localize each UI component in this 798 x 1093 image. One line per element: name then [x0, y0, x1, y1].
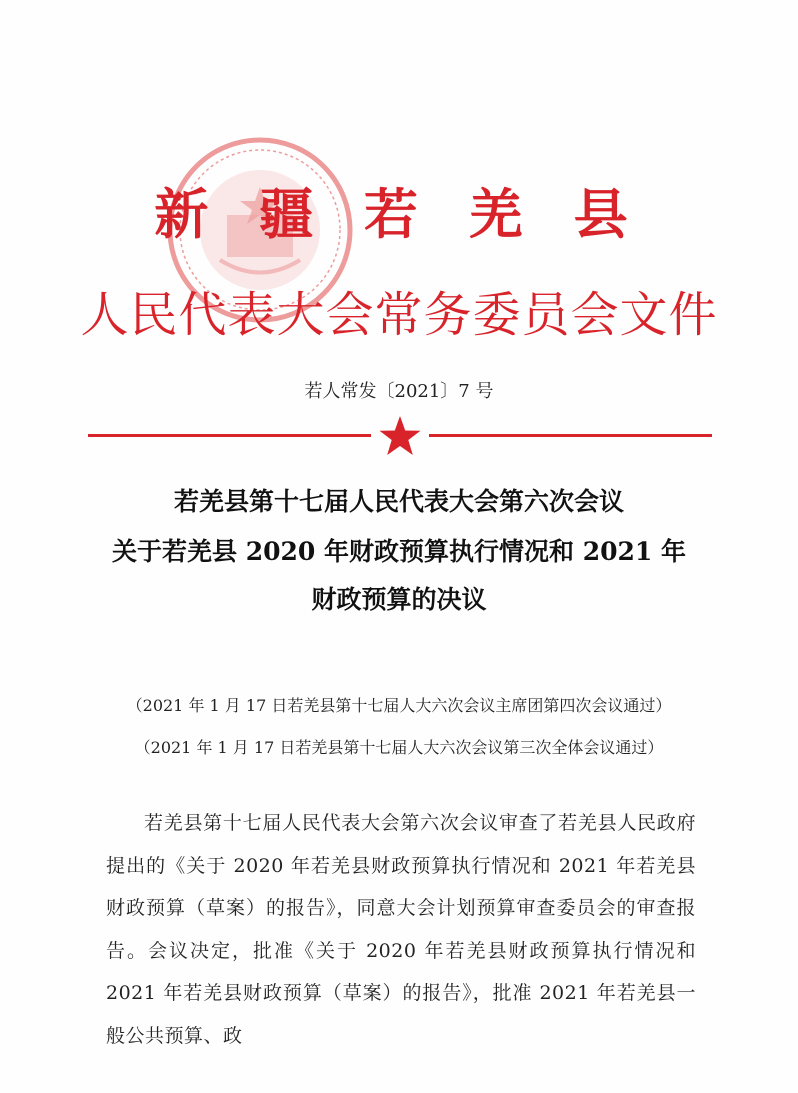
adoption-note-plenary: （2021 年 1 月 17 日若羌县第十七届人大六次会议第三次全体会议通过） — [134, 738, 664, 757]
resolution-title-line2: 关于若羌县 2020 年财政预算执行情况和 2021 年 — [112, 537, 686, 566]
body-paragraph: 若羌县第十七届人民代表大会第六次会议审查了若羌县人民政府提出的《关于 2020 年若羌县财政预算执行情况和 2021 年若羌县财政预算（草案）的报告》，同意大会计划预算审查委员会的审查报告。会议决定，批准《关于 2020 年若羌县财政预算执行情况和 2021 年若羌县财政预算（草案）的报告》，批准 2021 年若羌县一般公共预算、政 — [106, 812, 696, 1047]
document-number: 若人常发〔2021〕7 号 — [304, 381, 494, 402]
masthead-subtitle: 人民代表大会常务委员会文件 — [80, 287, 718, 343]
divider-rule-left — [88, 434, 371, 437]
resolution-title-line3: 财政预算的决议 — [311, 585, 487, 614]
adoption-note-presidium: （2021 年 1 月 17 日若羌县第十七届人大六次会议主席团第四次会议通过） — [126, 696, 672, 715]
resolution-title-line1: 若羌县第十七届人民代表大会第六次会议 — [173, 487, 624, 516]
divider-rule-right — [429, 434, 712, 437]
red-divider — [88, 425, 712, 449]
masthead-title: 新 疆 若 羌 县 — [154, 182, 644, 246]
star-icon — [378, 415, 422, 457]
